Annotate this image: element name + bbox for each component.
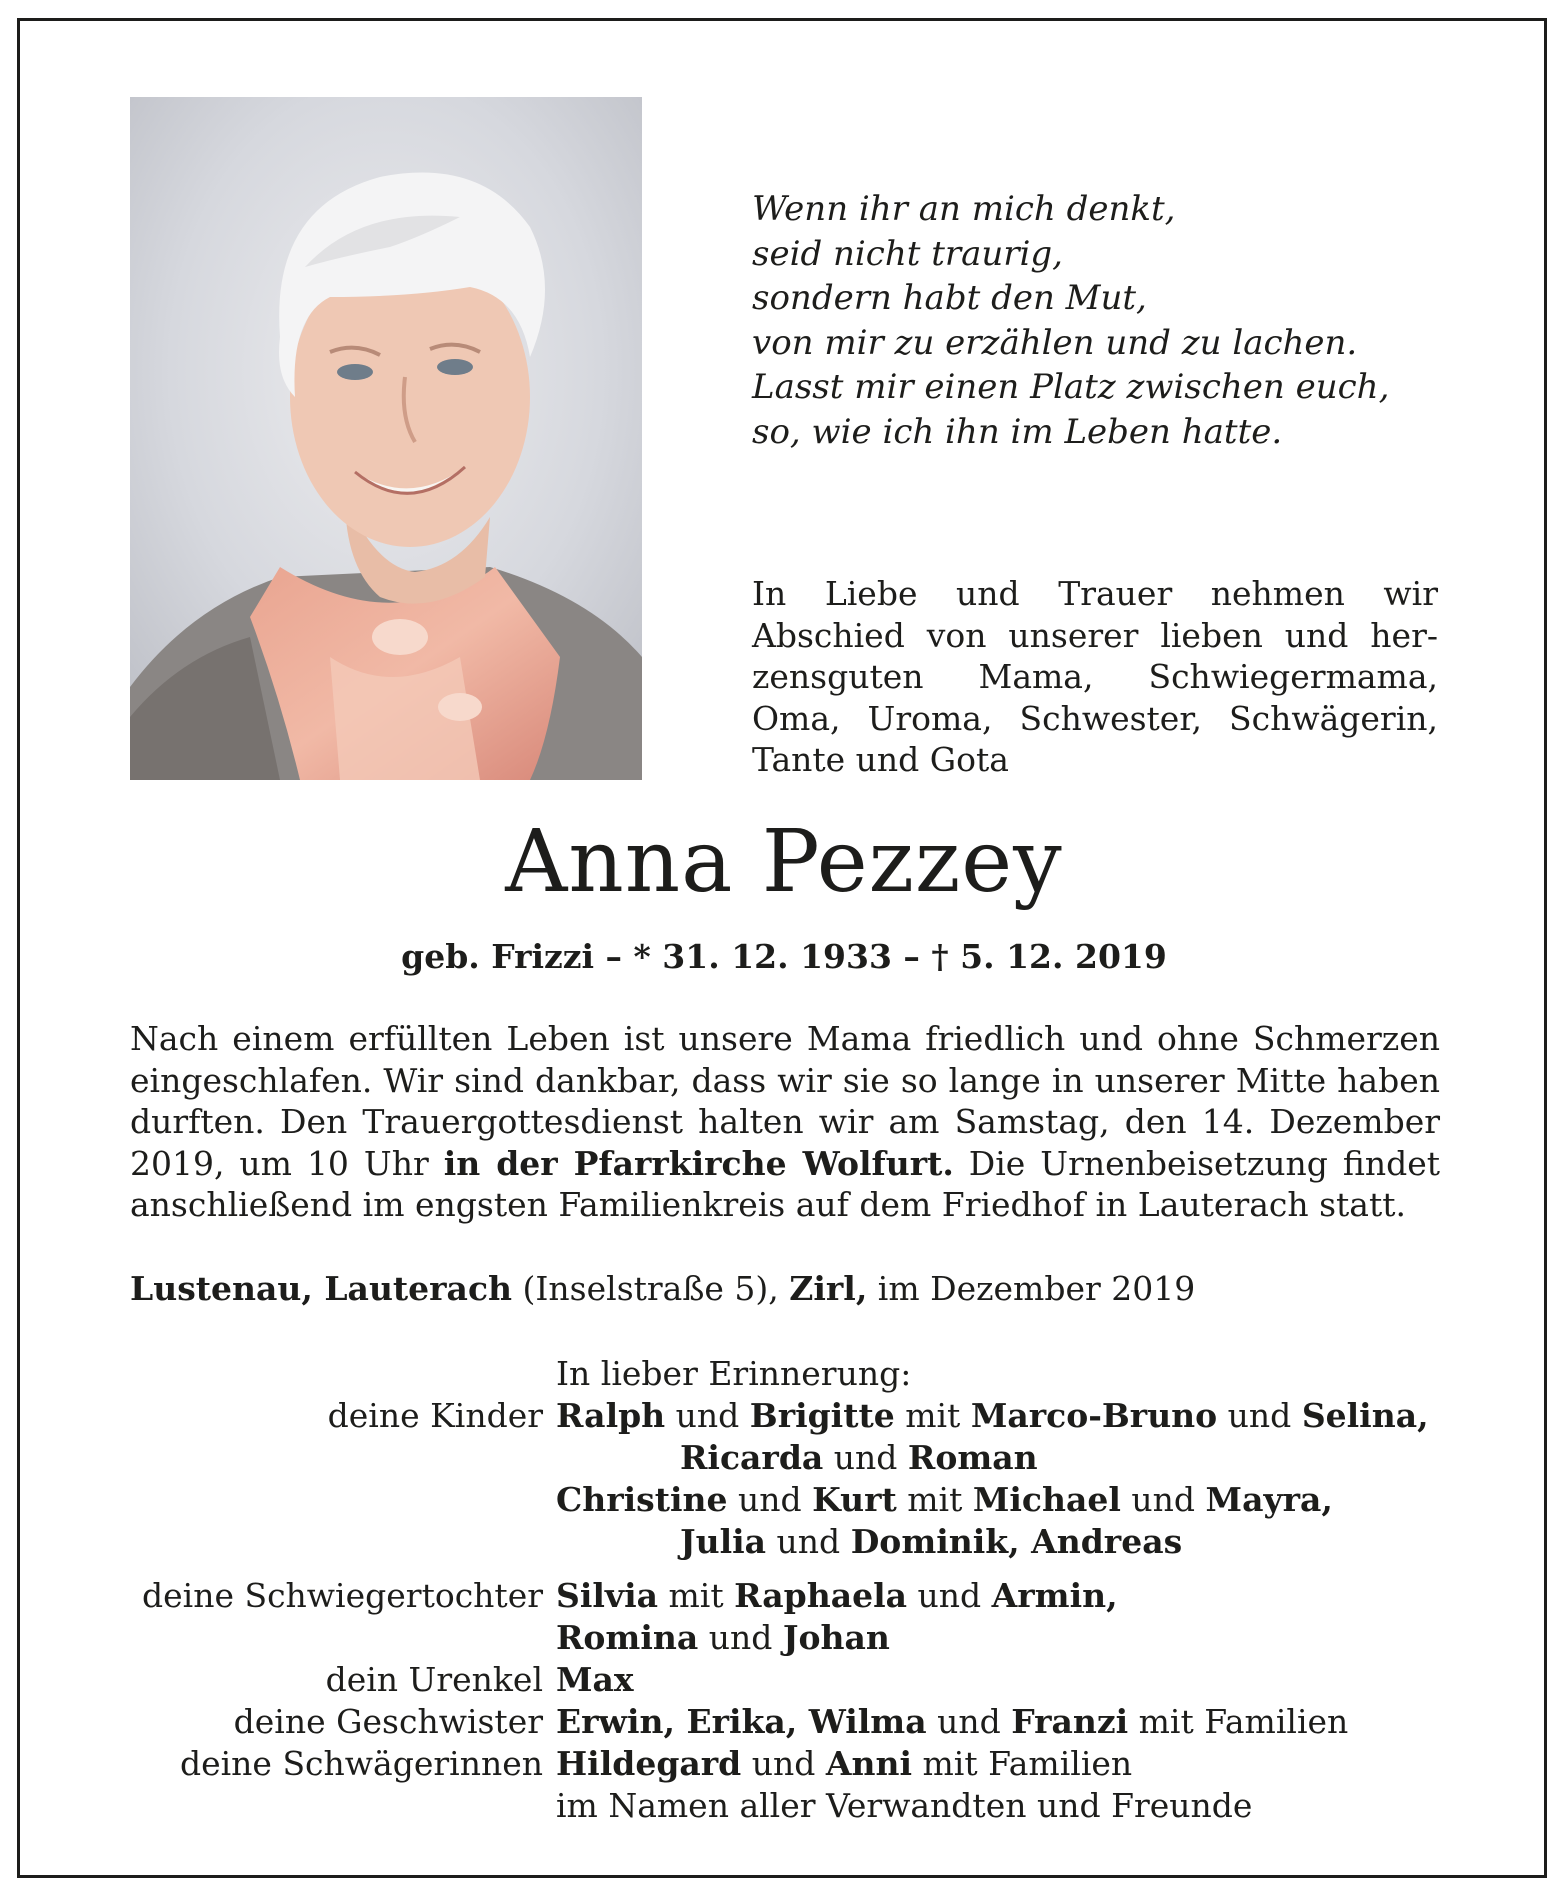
relatives-row-schwiegertochter-cont [0,1617,1568,1659]
month-year: im Dezember 2019 [867,1269,1196,1308]
address: (Inselstraße 5), [512,1269,790,1308]
paragraph-line: eingeschlafen. Wir sind dankbar, dass wir sie so lange in unserer Mitte haben [130,1060,1440,1100]
paragraph-line: durften. Den Trauergottesdienst halten wir am Samstag, den 14. Dezember [130,1102,1440,1141]
paragraph-line [130,1143,1440,1185]
paragraph-line: Nach einem erfüllten Leben ist unsere Mama friedlich und ohne Schmerzen [130,1019,1440,1058]
relation-names: Silvia mit Raphaela und Armin, [556,1576,1118,1615]
relation-names: Hildegard und Anni mit Familien [556,1744,1133,1783]
relation-names: Ricarda und Roman [680,1438,1038,1477]
place-bold: Zirl, [789,1269,868,1308]
relatives-row-kinder [0,1395,1568,1437]
relation-names: Christine und Kurt mit Michael und Mayra, [556,1480,1333,1519]
intro-paragraph [752,573,1438,781]
relatives-row-schwiegertochter [0,1575,1568,1617]
poem-line: seid nicht traurig, [752,233,1063,274]
service-time: 2019, um 10 Uhr [130,1143,444,1183]
place-and-date [130,1268,1195,1309]
relation-label: deine Kinder [327,1396,543,1435]
deceased-name: Anna Pezzey [505,812,1063,912]
poem-line: sondern habt den Mut, [752,278,1147,318]
relatives-row-urenkel [0,1659,1568,1701]
relatives-row-geschwister [0,1701,1568,1743]
relation-label: deine Geschwister [233,1702,543,1741]
relation-label: deine Schwiegertochter [141,1576,543,1615]
burial-note: Die Urnenbeisetzung findet [953,1143,1441,1183]
relatives-row-kinder-cont [0,1521,1568,1563]
intro-line: zensguten Mama, Schwiegermama, [752,657,1438,696]
poem-line: so, wie ich ihn im Leben hatte. [752,411,1283,452]
paragraph-line: anschließend im engsten Familienkreis auf dem Friedhof in Lauterach statt. [130,1185,1406,1224]
intro-line: In Liebe und Trauer nehmen wir [752,574,1438,613]
birth-death-dates: geb. Frizzi – * 31. 12. 1933 – † 5. 12. 2019 [401,937,1167,976]
relation-label: deine Schwägerinnen [179,1744,543,1783]
intro-line: Abschied von unserer lieben und her- [752,615,1438,655]
relatives-row-kinder-cont [0,1479,1568,1521]
closing-line: im Namen aller Verwandten und Freunde [556,1786,1253,1825]
relation-names: Romina und Johan [556,1618,890,1657]
relatives-closing [0,1785,1568,1827]
relatives-row-kinder-cont [0,1437,1568,1479]
memory-heading: In lieber Erinnerung: [556,1354,912,1393]
announcement-paragraph [130,1018,1440,1226]
portrait-photo [130,97,642,780]
relation-label: dein Urenkel [325,1660,543,1699]
poem-line: Wenn ihr an mich denkt, [752,189,1176,229]
intro-line: Oma, Uroma, Schwester, Schwägerin, [752,698,1438,738]
relation-names: Max [556,1660,634,1699]
relation-names: Julia und Dominik, Andreas [680,1522,1183,1561]
place-bold: Lustenau, Lauterach [130,1269,513,1308]
poem [752,187,1452,454]
poem-line: Lasst mir einen Platz zwischen euch, [752,367,1390,407]
service-location: in der Pfarrkirche Wolfurt. [443,1143,954,1183]
portrait-illustration [130,97,642,780]
intro-line: Tante und Gota [752,740,1009,779]
relation-names: Ralph und Brigitte mit Marco-Bruno und Selina, [556,1396,1429,1435]
relatives-row-schwaegerinnen [0,1743,1568,1785]
poem-line: von mir zu erzählen und zu lachen. [752,322,1358,363]
relation-names: Erwin, Erika, Wilma und Franzi mit Familien [556,1702,1349,1741]
